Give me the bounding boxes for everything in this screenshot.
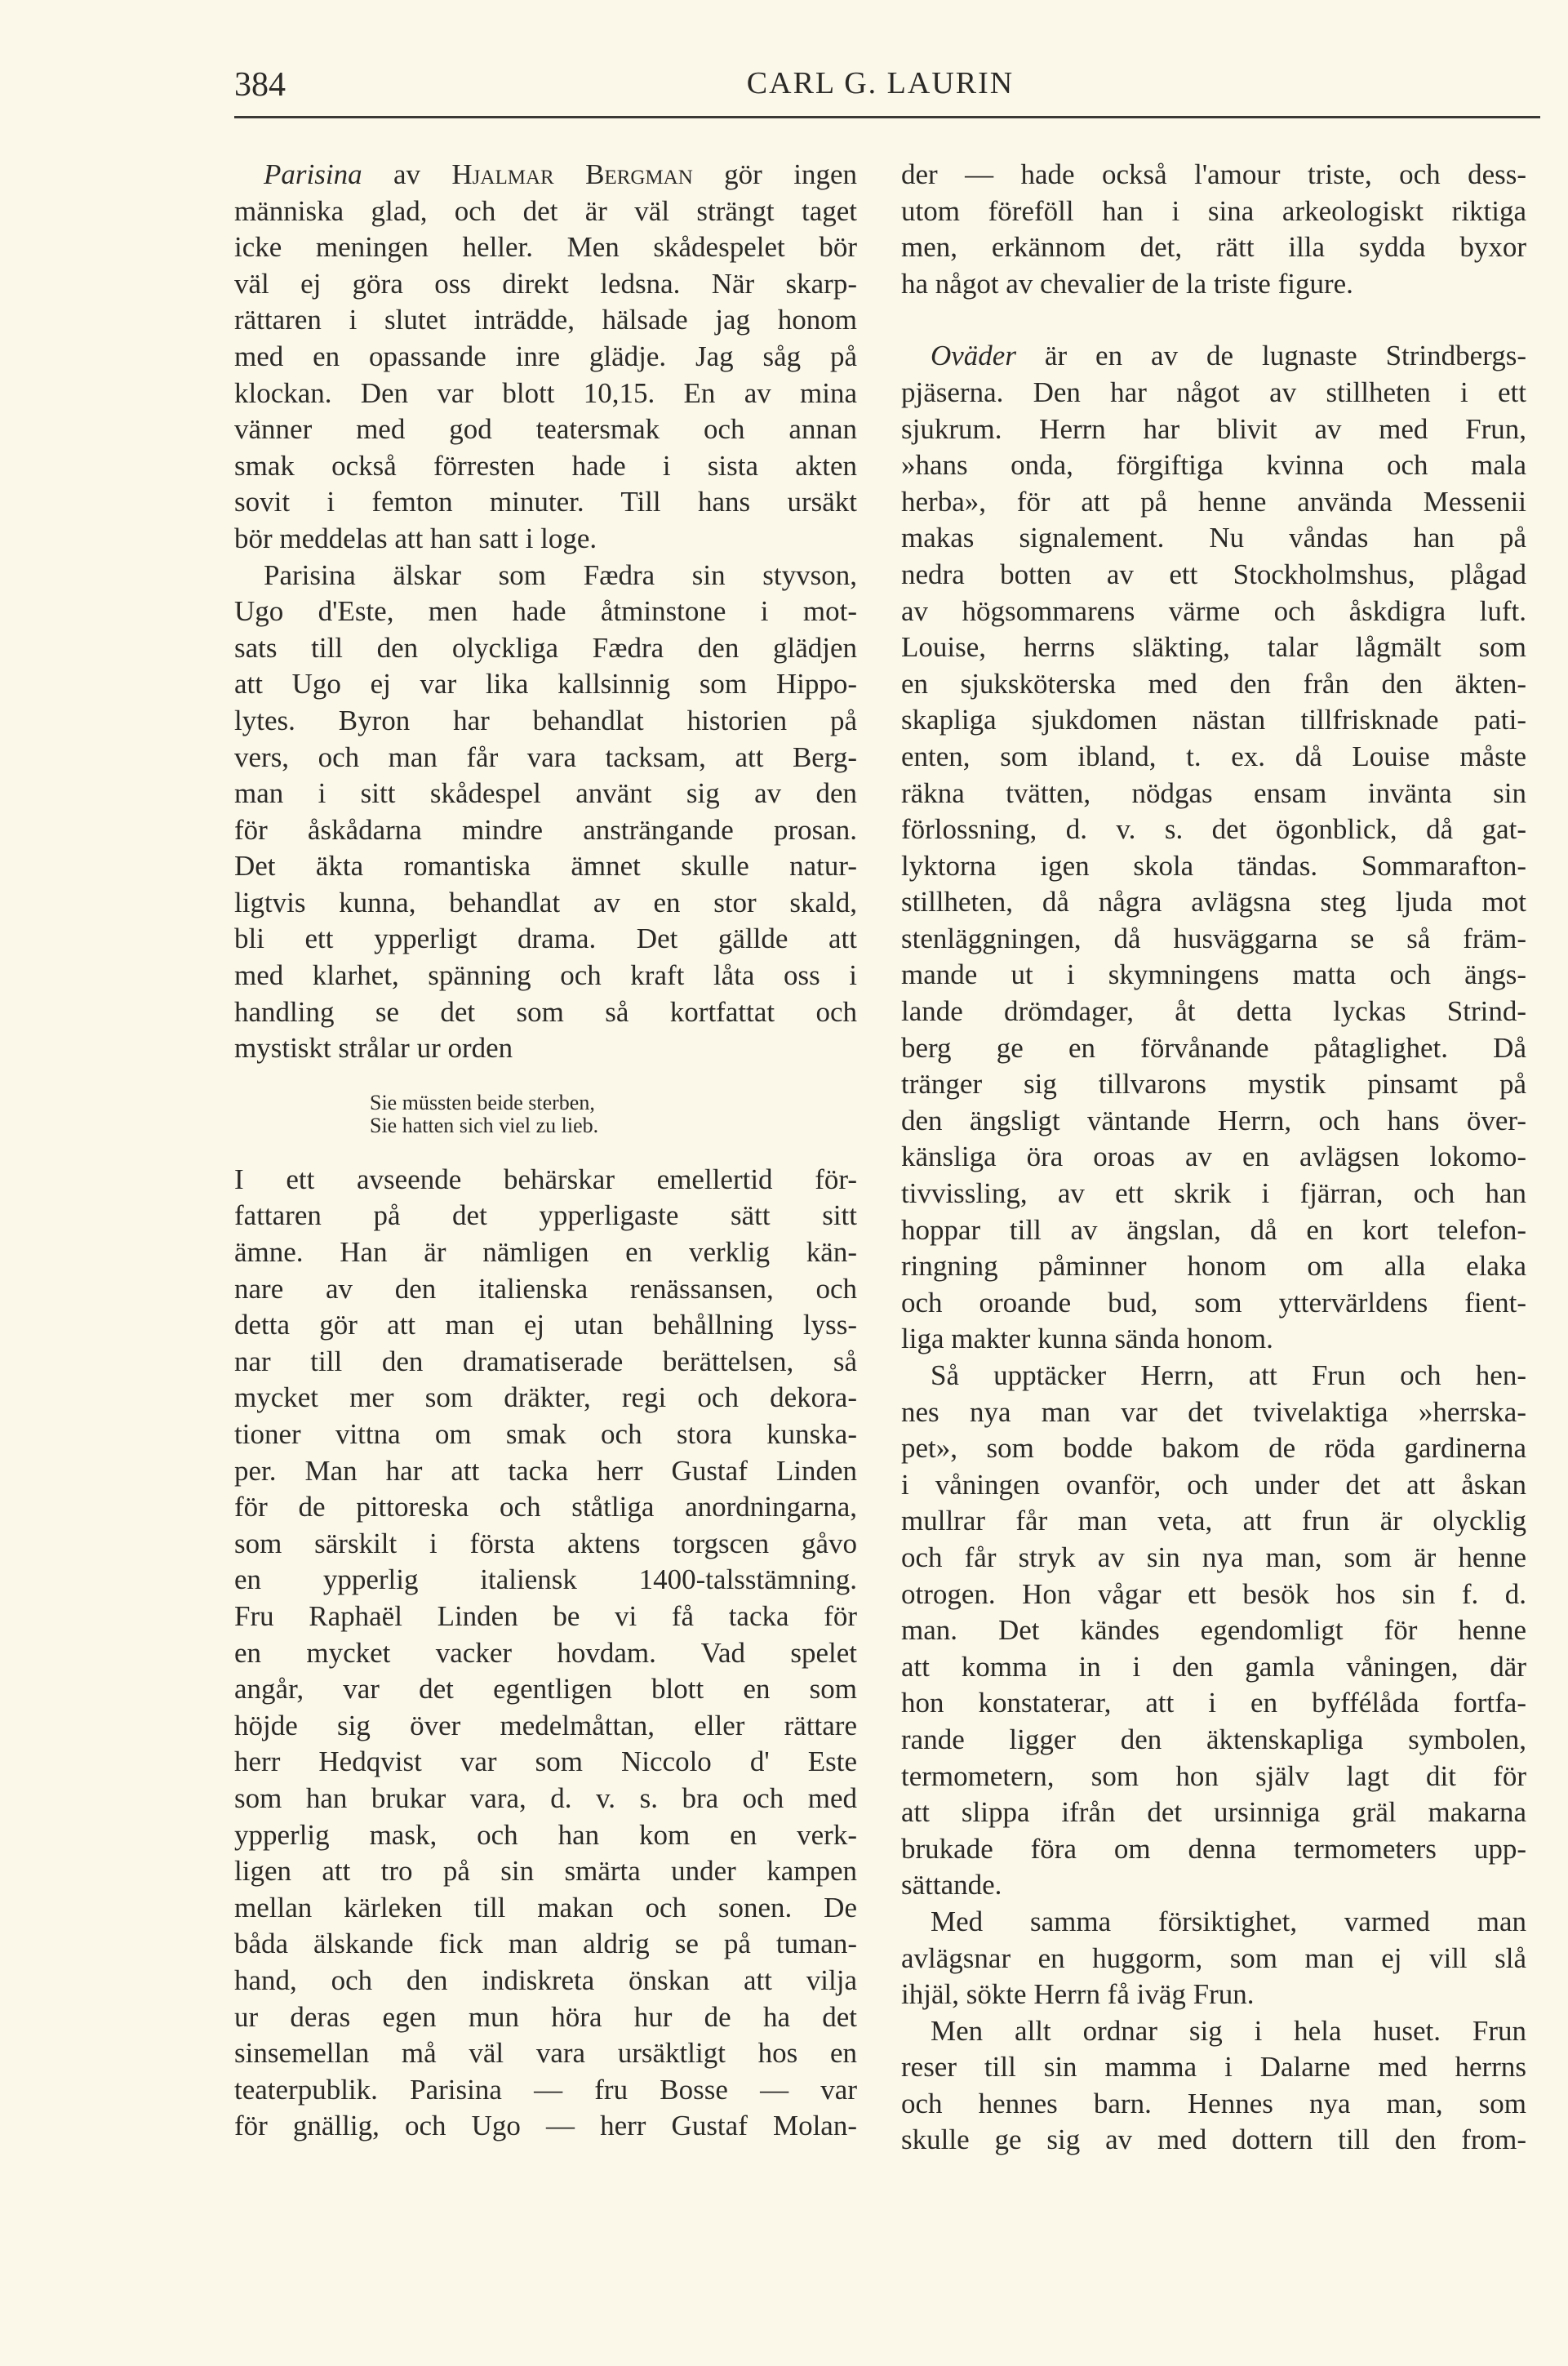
left-column — [234, 157, 857, 2145]
text-line: som han brukar vara, d. v. s. bra och med — [234, 1781, 857, 1814]
text-line: sättande. — [901, 1869, 1002, 1901]
text-line: höjde sig över medelmåttan, eller rättare — [234, 1709, 857, 1741]
author-name: Hjalmar Bergman — [451, 158, 693, 190]
text-line: mande ut i skymningens matta och ängs- — [901, 958, 1526, 991]
text-line: Louise, herrns släkting, talar lågmält som — [901, 631, 1526, 664]
text-line: ha något av chevalier de la triste figure. — [901, 267, 1353, 300]
text-line: en sjuksköterska med den från den äkten- — [901, 667, 1526, 700]
text-line: mystiskt strålar ur orden — [234, 1032, 513, 1065]
text-line: bli ett ypperligt drama. Det gällde att — [234, 923, 857, 955]
text-line: nar till den dramatiserade berättelsen, så — [234, 1345, 857, 1377]
text-line: utom föreföll han i sina arkeologiskt riktiga — [901, 194, 1526, 227]
text-line: vers, och man får vara tacksam, att Berg- — [234, 740, 857, 773]
running-head: CARL G. LAURIN — [746, 66, 1015, 100]
text-line: avlägsnar en huggorm, som man ej vill slå — [901, 1941, 1526, 1974]
text-line: skapliga sjukdomen nästan tillfrisknade pati- — [901, 704, 1526, 736]
paragraph — [234, 1162, 857, 2145]
text-segment: gör ingen — [692, 158, 857, 190]
text-line: herr Hedqvist var som Niccolo d' Este — [234, 1746, 857, 1778]
text-line: hoppar till av ängslan, då en kort telefon- — [901, 1213, 1526, 1246]
text-line: otrogen. Hon vågar ett besök hos sin f. d. — [901, 1577, 1526, 1610]
text-line: mullrar får man veta, att frun är olycklig — [901, 1505, 1526, 1537]
paragraph — [234, 157, 857, 558]
text-line: reser till sin mamma i Dalarne med herrns — [901, 2051, 1526, 2084]
text-line: Fru Raphaël Linden be vi få tacka för — [234, 1599, 857, 1632]
text-line: sjukrum. Herrn har blivit av med Frun, — [901, 412, 1526, 445]
text-line: per. Man har att tacka herr Gustaf Linden — [234, 1454, 857, 1487]
text-line: med klarhet, spänning och kraft låta oss i — [234, 959, 857, 992]
text-line: berg ge en förvånande påtaglighet. Då — [901, 1031, 1526, 1064]
text-line: Parisina älskar som Fædra sin styvson, — [264, 558, 857, 591]
text-line: att Ugo ej var lika kallsinnig som Hippo- — [234, 668, 857, 700]
text-line: lytes. Byron har behandlat historien på — [234, 704, 857, 736]
text-line: bör meddelas att han satt i loge. — [234, 522, 597, 554]
verse-quote — [370, 1092, 857, 1137]
text-line: brukade föra om denna termometers upp- — [901, 1832, 1526, 1865]
text-line: sovit i femton minuter. Till hans ursäkt — [234, 486, 857, 518]
text-line: teaterpublik. Parisina — fru Bosse — var — [234, 2073, 857, 2106]
text-line: »hans onda, förgiftiga kvinna och mala — [901, 449, 1526, 482]
text-line: för de pittoreska och ståtliga anordningarna, — [234, 1491, 857, 1523]
text-line: mycket mer som dräkter, regi och dekora- — [234, 1381, 857, 1414]
text-line: klockan. Den var blott 10,15. En av mina — [234, 376, 857, 409]
text-line: icke meningen heller. Men skådespelet bör — [234, 231, 857, 264]
text-line: men, erkännom det, rätt illa sydda byxor — [901, 231, 1526, 264]
text-line: den ängsligt väntande Herrn, och hans över- — [901, 1104, 1526, 1136]
text-line: herba», för att på henne använda Messenii — [901, 485, 1526, 518]
text-line: med en opassande inre glädje. Jag såg på — [234, 340, 857, 372]
text-segment: är en av de lugnaste Strindbergs- — [1015, 340, 1526, 372]
text-line: väl ej göra oss direkt ledsna. När skarp- — [234, 267, 857, 300]
text-line: sinsemellan må väl vara ursäktligt hos en — [234, 2037, 857, 2070]
text-line: för åskådarna mindre ansträngande prosan. — [234, 813, 857, 846]
text-line: ämne. Han är nämligen en verklig kän- — [234, 1236, 857, 1269]
text-line: I ett avseende behärskar emellertid för- — [234, 1163, 857, 1195]
text-line — [234, 157, 857, 193]
text-line: och får stryk av sin nya man, som är henne — [901, 1541, 1526, 1573]
text-line: sats till den olyckliga Fædra den glädjen — [234, 631, 857, 664]
text-line: förlossning, d. v. s. det ögonblick, då gat- — [901, 813, 1526, 846]
text-line: människa glad, och det är väl strängt taget — [234, 194, 857, 227]
text-line: båda älskande fick man aldrig se på tuman- — [234, 1928, 857, 1960]
right-column — [901, 157, 1526, 2159]
text-line: en ypperlig italiensk 1400-talsstämning. — [234, 1563, 857, 1596]
text-line: ur deras egen mun höra hur de ha det — [234, 2000, 857, 2033]
text-line: man i sitt skådespel använt sig av den — [234, 777, 857, 810]
text-line: hon konstaterar, att i en byffélåda fortfa- — [901, 1687, 1526, 1719]
text-line: Ugo d'Este, men hade åtminstone i mot- — [234, 595, 857, 628]
text-line: Det äkta romantiska ämnet skulle natur- — [234, 850, 857, 883]
text-line: ligtvis kunna, behandlat av en stor skald, — [234, 886, 857, 918]
text-line: tränger sig tillvarons mystik pinsamt på — [901, 1068, 1526, 1101]
italic-title: Parisina — [264, 158, 362, 190]
text-line: pjäserna. Den har något av stillheten i ett — [901, 376, 1526, 408]
text-segment: av — [362, 158, 452, 190]
paragraph — [901, 157, 1526, 302]
text-line: vänner med god teatersmak och annan — [234, 413, 857, 446]
text-line: ihjäl, sökte Herrn få iväg Frun. — [901, 1978, 1255, 2011]
text-line: ypperlig mask, och han kom en verk- — [234, 1818, 857, 1851]
text-line: av högsommarens värme och åskdigra luft. — [901, 594, 1526, 627]
text-line: räkna tvätten, nödgas ensam invänta sin — [901, 776, 1526, 809]
text-line: der — hade också l'amour triste, och dess- — [901, 158, 1526, 190]
paragraph — [901, 1358, 1526, 1904]
text-line: liga makter kunna sända honom. — [901, 1323, 1273, 1355]
quote-line: Sie hatten sich viel zu lieb. — [370, 1113, 599, 1137]
paragraph — [901, 2013, 1526, 2159]
text-line: ligen att tro på sin smärta under kampen — [234, 1855, 857, 1888]
text-line: stenläggningen, då husväggarna se så främ- — [901, 922, 1526, 954]
text-line: angår, var det egentligen blott en som — [234, 1673, 857, 1706]
text-line: Med samma försiktighet, varmed man — [931, 1905, 1526, 1937]
text-line: ringning påminner honom om alla elaka — [901, 1250, 1526, 1283]
text-line: känsliga öra oroas av en avlägsen lokomo- — [901, 1141, 1526, 1173]
text-line: fattaren på det ypperligaste sätt sitt — [234, 1199, 857, 1232]
paragraph — [901, 1904, 1526, 2013]
paragraph — [234, 558, 857, 1067]
text-line: hand, och den indiskreta önskan att vilja — [234, 1964, 857, 1996]
text-line: Så upptäcker Herrn, att Frun och hen- — [931, 1359, 1526, 1391]
quote-line: Sie müssten beide sterben, — [370, 1090, 595, 1114]
text-line: stillheten, då några avlägsna steg ljuda mot — [901, 886, 1526, 918]
text-line: makas signalement. Nu våndas han på — [901, 522, 1526, 554]
text-line: lande drömdager, åt detta lyckas Strind- — [901, 995, 1526, 1028]
text-line: att slippa ifrån det ursinniga gräl makarna — [901, 1796, 1526, 1829]
text-line: handling se det som så kortfattat och — [234, 995, 857, 1028]
text-line: att komma in i den gamla våningen, där — [901, 1650, 1526, 1683]
text-line: nedra botten av ett Stockholmshus, plågad — [901, 558, 1526, 590]
text-line: i våningen ovanför, och under det att åskan — [901, 1468, 1526, 1501]
text-line — [901, 338, 1526, 375]
page-number: 384 — [234, 66, 286, 104]
paragraph — [901, 338, 1526, 1358]
text-line: smak också förresten hade i sista akten — [234, 449, 857, 482]
text-line: som särskilt i första aktens torgscen gåvo — [234, 1527, 857, 1559]
text-line: pet», som bodde bakom de röda gardinerna — [901, 1432, 1526, 1465]
text-line: Men allt ordnar sig i hela huset. Frun — [931, 2014, 1526, 2047]
text-line: termometern, som hon själv lagt dit för — [901, 1759, 1526, 1792]
text-line: nare av den italienska renässansen, och — [234, 1272, 857, 1305]
text-line: detta gör att man ej utan behållning lyss- — [234, 1309, 857, 1341]
text-line: för gnällig, och Ugo — herr Gustaf Molan- — [234, 2110, 857, 2142]
text-line: och hennes barn. Hennes nya man, som — [901, 2087, 1526, 2119]
text-line: nes nya man var det tvivelaktiga »herrska- — [901, 1395, 1526, 1428]
text-line: rättaren i slutet inträdde, hälsade jag honom — [234, 304, 857, 336]
text-line: lyktorna igen skola tändas. Sommarafton- — [901, 849, 1526, 882]
italic-title: Oväder — [931, 340, 1016, 372]
text-line: man. Det kändes egendomligt för henne — [901, 1614, 1526, 1647]
text-line: skulle ge sig av med dottern till den from- — [901, 2124, 1526, 2156]
text-line: mellan kärleken till makan och sonen. De — [234, 1891, 857, 1923]
text-line: rande ligger den äktenskapliga symbolen, — [901, 1723, 1526, 1755]
text-line: enten, som ibland, t. ex. då Louise måste — [901, 740, 1526, 772]
text-line: tivvissling, av ett skrik i fjärran, och han — [901, 1177, 1526, 1210]
text-line: och oroande bud, som yttervärldens fient- — [901, 1286, 1526, 1319]
header-rule — [234, 116, 1540, 118]
text-line: tioner vittna om smak och stora kunska- — [234, 1418, 857, 1450]
text-line: en mycket vacker hovdam. Vad spelet — [234, 1636, 857, 1669]
